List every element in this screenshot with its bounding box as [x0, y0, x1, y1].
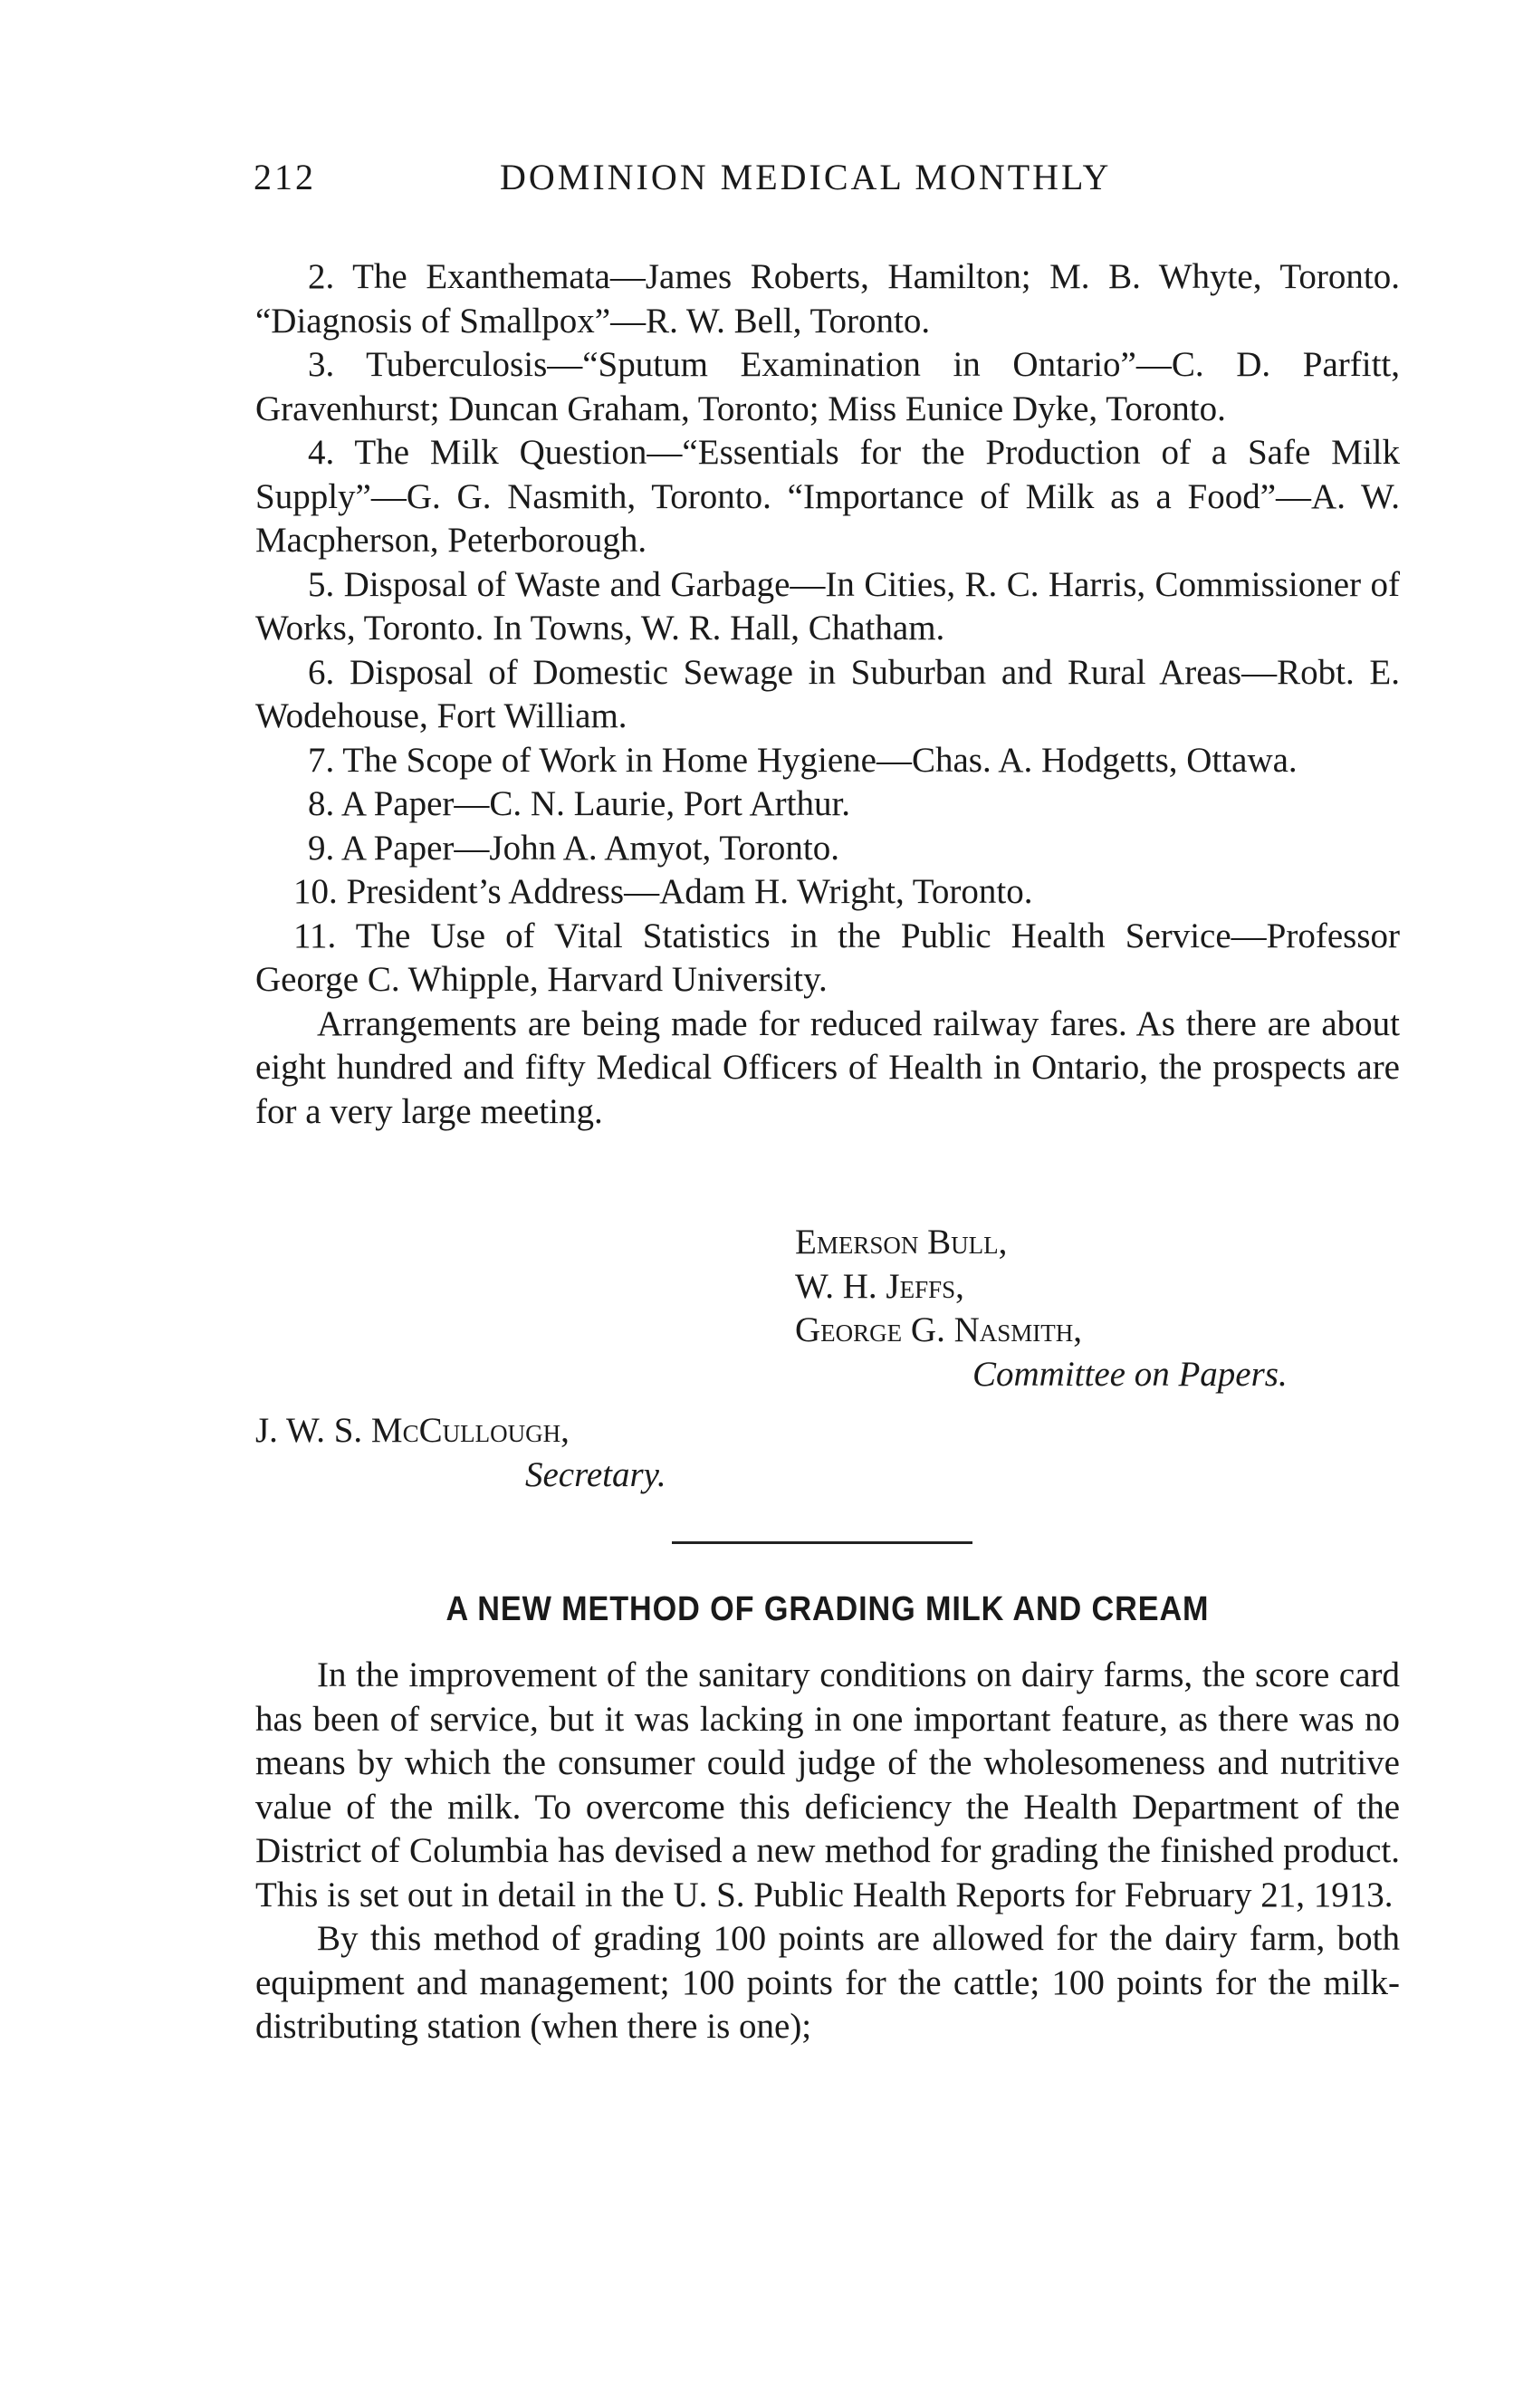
program-item-2: 2. The Exanthemata—James Roberts, Hamilton; M. B. Whyte, Toronto. “Diagnosis of Smallpox”—R. W. Bell, Toronto. — [255, 257, 1400, 341]
journal-title: DOMINION MEDICAL MONTHLY — [500, 157, 1112, 197]
program-item-4: 4. The Milk Question—“Essentials for the Production of a Safe Milk Supply”—G. G. Nasmith, Toronto. “Importance of Milk as a Food”—A. W. Macpherson, Peterborough. — [255, 433, 1400, 560]
program-item-9: 9. A Paper—John A. Amyot, Toronto. — [308, 828, 839, 868]
secretary-name: J. W. S. McCullough, — [255, 1411, 570, 1450]
program-item-10: 10. President’s Address—Adam H. Wright, Toronto. — [293, 872, 1033, 911]
arrangements-paragraph: Arrangements are being made for reduced railway fares. As there are about eight hundred and fifty Medical Officers of Health in Ontario, the prospects are for a very large meeting. — [255, 1003, 1400, 1131]
program-item-8: 8. A Paper—C. N. Laurie, Port Arthur. — [308, 784, 851, 823]
program-item-7: 7. The Scope of Work in Home Hygiene—Chas. A. Hodgetts, Ottawa. — [308, 740, 1298, 780]
article-paragraph: By this method of grading 100 points are allowed for the dairy farm, both equipment and management; 100 points for the cattle; 100 points for the milk-distributing station (when there is one); — [255, 1919, 1400, 2046]
committee-title: Committee on Papers. — [972, 1354, 1288, 1394]
committee-signatures — [795, 1221, 1288, 1396]
secretary-role: Secretary. — [525, 1454, 666, 1494]
program-list — [255, 255, 1400, 1134]
running-header — [254, 156, 1413, 210]
secretary-signature — [255, 1409, 666, 1497]
section-divider — [672, 1541, 972, 1544]
program-item-5: 5. Disposal of Waste and Garbage—In Cities, R. C. Harris, Commissioner of Works, Toronto. In Towns, W. R. Hall, Chatham. — [255, 564, 1400, 648]
program-item-6: 6. Disposal of Domestic Sewage in Suburban and Rural Areas—Robt. E. Wodehouse, Fort William. — [255, 652, 1400, 735]
committee-member: George G. Nasmith, — [795, 1310, 1082, 1349]
article-paragraph: In the improvement of the sanitary conditions on dairy farms, the score card has been of service, but it was lacking in one important feature, as there was no means by which the consumer could judge of the wholesomeness and nutritive value of the milk. To overcome this deficiency the Health Department of the District of Columbia has devised a new method for grading the finished product. This is set out in detail in the U. S. Public Health Reports for February 21, 1913. — [255, 1655, 1400, 1914]
committee-member: W. H. Jeffs, — [795, 1266, 964, 1306]
article-title: A NEW METHOD OF GRADING MILK AND CREAM — [445, 1590, 1210, 1628]
committee-member: Emerson Bull, — [795, 1223, 1008, 1262]
program-item-11: 11. The Use of Vital Statistics in the Public Health Service—Professor George C. Whipple, Harvard University. — [255, 916, 1400, 999]
program-item-3: 3. Tuberculosis—“Sputum Examination in Ontario”—C. D. Parfitt, Gravenhurst; Duncan Graham, Toronto; Miss Eunice Dyke, Toronto. — [255, 345, 1400, 428]
page-number: 212 — [254, 157, 316, 197]
article-body — [255, 1654, 1400, 2049]
